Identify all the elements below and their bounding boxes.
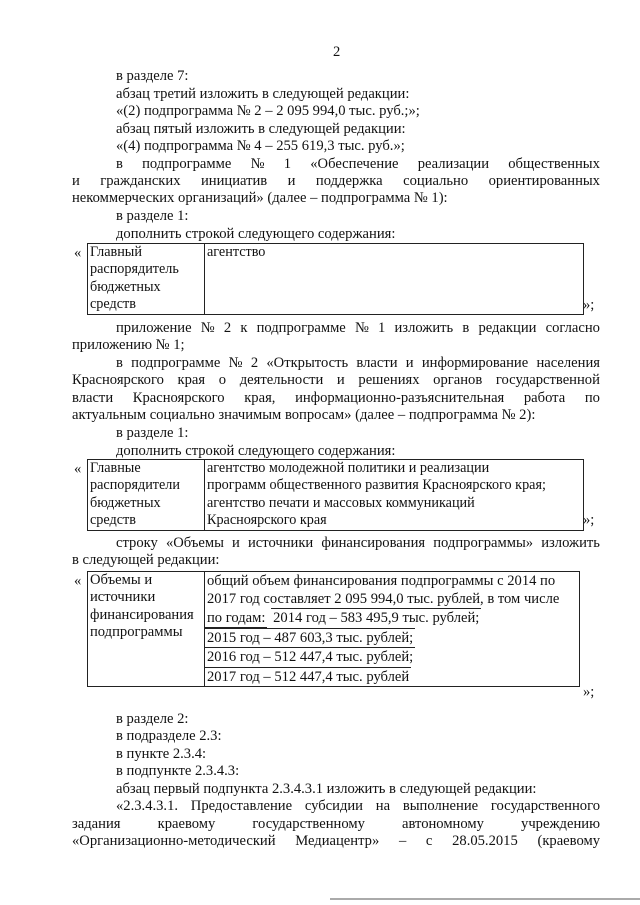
text-line: в подразделе 2.3: [116,728,222,744]
paragraph-2-3-4-3-1: «2.3.4.3.1. Предоставление субсидии на выполнение государственного [116,798,600,814]
quote-open: « [74,573,82,589]
text-line: в разделе 1: [116,425,189,441]
quote-close: »; [583,297,595,313]
text-line: «Организационно-методический Медиацентр» – с 28.05.2015 (краевому [72,833,600,849]
quote-close: »; [583,512,595,528]
table-label-cell: Главные распорядители бюджетных средств [88,460,205,531]
table-value-cell: агентство молодежной политики и реализации программ общественного развития Красноярского края; агентство печати и массовых коммуникаций Красноярского края [205,460,584,531]
text-line: «(2) подпрограмма № 2 – 2 095 994,0 тыс. руб.;»; [116,103,420,119]
text-line: в разделе 1: [116,208,189,224]
table-funding [87,571,580,687]
text-line: дополнить строкой следующего содержания: [116,226,396,242]
text-line: строку «Объемы и источники финансирования подпрограммы» изложить [116,535,600,551]
paragraph-subprogram-1: в подпрограмме № 1 «Обеспечение реализации общественных [116,156,600,172]
table-value-cell: общий объем финансирования подпрограммы с 2014 по 2017 год составляет 2 095 994,0 тыс. рублей, в том числе по годам: 2014 год – 583 495,9 тыс. рублей; 2015 год – 487 603,3 тыс. рублей; 2016 год – 512 447,4 тыс. рублей; 2017 год – 512 447,4 тыс. рублей [205,572,580,687]
text-line: в следующей редакции: [72,552,220,568]
text-line: «(4) подпрограмма № 4 – 255 619,3 тыс. руб.»; [116,138,405,154]
table-chief-administrator [87,243,584,315]
text-line: абзац первый подпункта 2.3.4.3.1 изложить в следующей редакции: [116,781,537,797]
table-value-cell: агентство [205,244,584,315]
text-line: Красноярского края о деятельности и решениях органов государственной [72,372,600,388]
text-line: задания краевому государственному автономному учреждению [72,816,600,832]
text-line: актуальным социально значимым вопросам» (далее – подпрограмма № 2): [72,407,536,423]
text-line: в разделе 7: [116,68,189,84]
text-line: приложению № 1; [72,337,185,353]
text-line: и гражданских инициатив и поддержка социально ориентированных [72,173,600,189]
table-label-cell: Главный распорядитель бюджетных средств [88,244,205,315]
quote-close: »; [583,684,595,700]
text-line: дополнить строкой следующего содержания: [116,443,396,459]
scan-artifact-line [330,898,640,900]
paragraph-subprogram-2: в подпрограмме № 2 «Открытость власти и информирование населения [116,355,600,371]
text-line: в подпункте 2.3.4.3: [116,763,240,779]
text-line: власти Красноярского края, информационно-разъяснительная работа по [72,390,600,406]
text-line: некоммерческих организаций» (далее – подпрограмма № 1): [72,190,448,206]
text-line: абзац пятый изложить в следующей редакции: [116,121,406,137]
page-number: 2 [333,44,341,60]
text-line: абзац третий изложить в следующей редакции: [116,86,410,102]
quote-open: « [74,245,82,261]
table-label-cell: Объемы и источники финансирования подпрограммы [88,572,205,687]
text-line: в пункте 2.3.4: [116,746,207,762]
table-chief-administrators [87,459,584,531]
text-line: в разделе 2: [116,711,189,727]
quote-open: « [74,461,82,477]
text-line: приложение № 2 к подпрограмме № 1 изложить в редакции согласно [116,320,600,336]
